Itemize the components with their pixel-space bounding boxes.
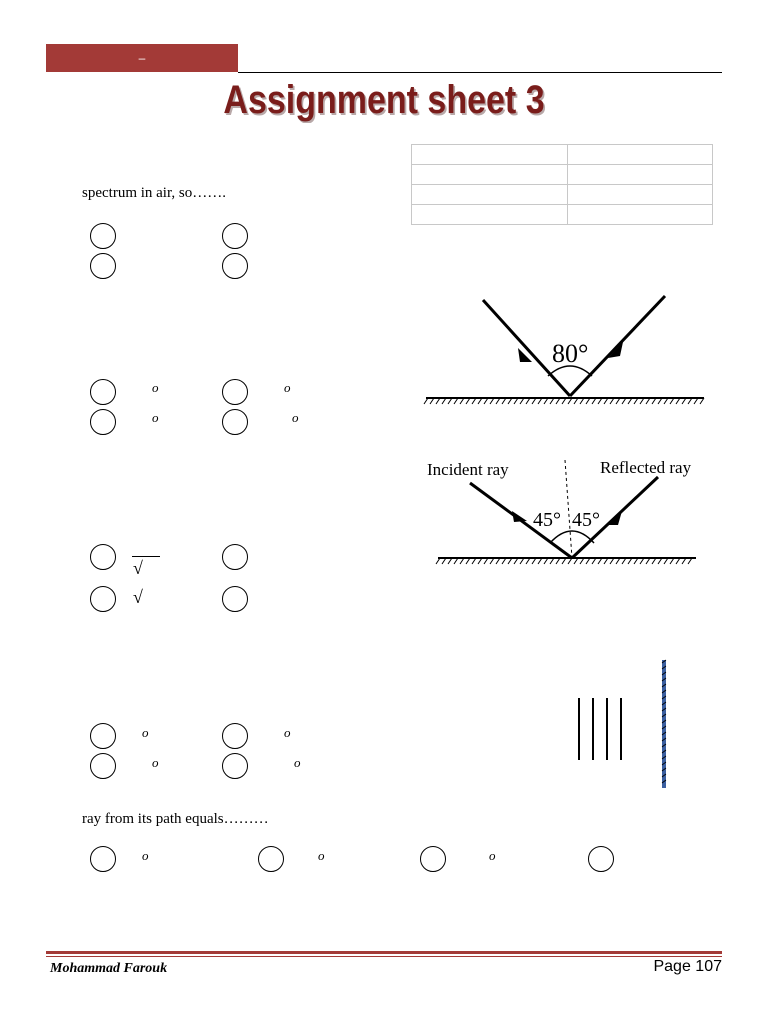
option-bubble[interactable] — [222, 409, 248, 435]
sqrt-symbol: √ — [133, 558, 143, 578]
option-bubble[interactable] — [222, 723, 248, 749]
degree-mark: o — [489, 848, 496, 863]
angle-arc — [550, 531, 594, 543]
degree-mark: o — [318, 848, 325, 863]
table-row — [412, 205, 713, 225]
footer-rule-thick — [46, 951, 722, 954]
option-bubble[interactable] — [90, 544, 116, 570]
mirror-lines-diagram — [570, 655, 680, 795]
table-cell — [568, 145, 713, 165]
reflected-arrow — [608, 511, 622, 525]
option-bubble[interactable] — [90, 586, 116, 612]
table-cell — [568, 185, 713, 205]
option-bubble[interactable] — [90, 223, 116, 249]
incident-ray-label: Incident ray — [427, 460, 509, 479]
angle-label: 80° — [552, 339, 589, 368]
table-cell — [568, 205, 713, 225]
reflection-diagram-80 — [420, 290, 720, 415]
question-7-text: ray from its path equals……… — [82, 811, 269, 827]
question-1-text: spectrum in air, so……. — [82, 185, 226, 201]
degree-mark: o — [152, 380, 159, 395]
reflected-ray-label: Reflected ray — [600, 458, 692, 477]
option-bubble[interactable] — [258, 846, 284, 872]
info-table — [411, 144, 713, 225]
angle-right-label: 45° — [572, 509, 600, 531]
table-row — [412, 145, 713, 165]
sqrt-symbol: √ — [133, 587, 143, 607]
table-cell — [568, 165, 713, 185]
reflection-diagram-45 — [420, 455, 710, 580]
table-cell — [412, 165, 568, 185]
option-bubble[interactable] — [90, 723, 116, 749]
normal-line — [565, 460, 572, 558]
incident-arrow — [512, 511, 527, 522]
header-rule — [238, 72, 722, 73]
fraction-bar — [132, 556, 160, 557]
option-bubble[interactable] — [90, 846, 116, 872]
header-tab — [46, 44, 238, 72]
degree-mark: o — [294, 755, 301, 770]
option-bubble[interactable] — [90, 253, 116, 279]
table-row — [412, 185, 713, 205]
header-tab-text: – — [138, 51, 146, 65]
degree-mark: o — [142, 848, 149, 863]
table-row — [412, 165, 713, 185]
table-cell — [412, 145, 568, 165]
option-bubble[interactable] — [90, 753, 116, 779]
angle-left-label: 45° — [533, 509, 561, 531]
degree-mark: o — [152, 410, 159, 425]
option-bubble[interactable] — [222, 544, 248, 570]
table-cell — [412, 185, 568, 205]
option-bubble[interactable] — [222, 586, 248, 612]
degree-mark: o — [142, 725, 149, 740]
table-cell — [412, 205, 568, 225]
footer-author: Mohammad Farouk — [50, 961, 168, 976]
option-bubble[interactable] — [222, 223, 248, 249]
option-bubble[interactable] — [222, 753, 248, 779]
page-title: Assignment sheet 3 — [223, 78, 545, 122]
option-bubble[interactable] — [222, 253, 248, 279]
option-bubble[interactable] — [222, 379, 248, 405]
footer-rule-thin — [46, 956, 722, 957]
option-bubble[interactable] — [588, 846, 614, 872]
option-bubble[interactable] — [90, 409, 116, 435]
degree-mark: o — [284, 380, 291, 395]
option-bubble[interactable] — [90, 379, 116, 405]
footer-page-number: Page 107 — [653, 958, 722, 975]
degree-mark: o — [292, 410, 299, 425]
degree-mark: o — [152, 755, 159, 770]
option-bubble[interactable] — [420, 846, 446, 872]
degree-mark: o — [284, 725, 291, 740]
